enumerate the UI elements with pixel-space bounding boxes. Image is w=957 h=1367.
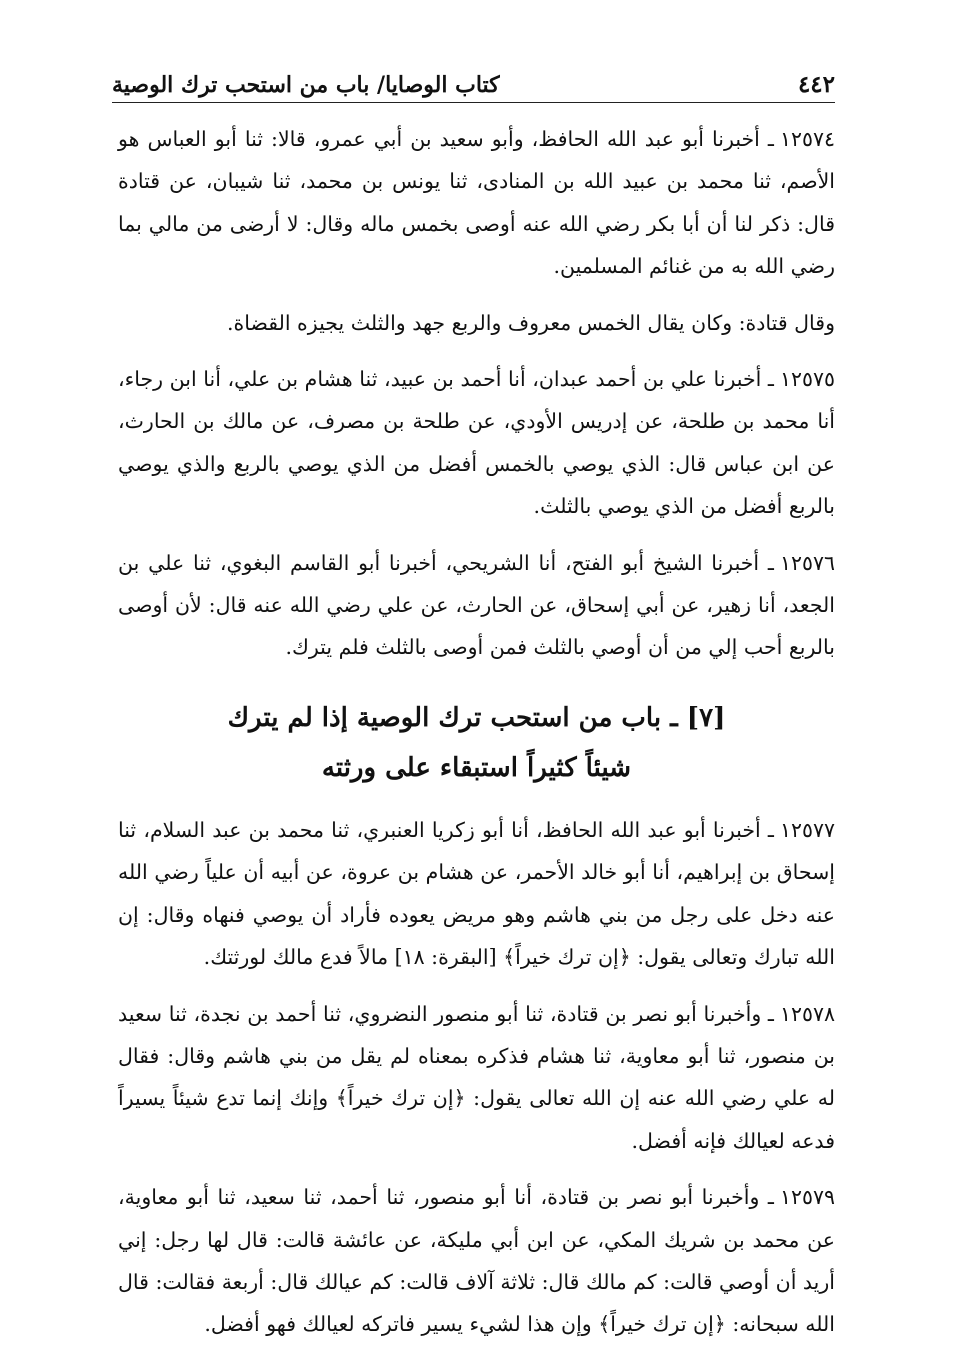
running-title: كتاب الوصايا/ باب من استحب ترك الوصية [112,72,500,98]
hadith-paragraph [118,118,835,288]
hadith-text: ـ وأخبرنا أبو نصر بن قتادة، أنا أبو منصور، ثنا أحمد، ثنا سعيد، ثنا أبو معاوية، عن محمد بن شريك المكي، عن ابن أبي مليكة، عن عائشة قالت: قال لها رجل: إني أريد أن أوصي قالت: كم مالك قال: ثلاثة آلاف قالت: كم عيالك قال: أربعة فقالت: قال الله سبحانه: ﴿إن ترك خيراً﴾ وإن هذا لشيء يسير فاتركه لعيالك فهو أفضل. [118,1185,835,1337]
hadith-number: ١٢٥٧٦ [779,550,835,575]
hadith-text: ـ أخبرنا أبو عبد الله الحافظ، أنا أبو زكريا العنبري، ثنا محمد بن عبد السلام، ثنا إسحاق بن إبراهيم، أنا أبو خالد الأحمر، عن هشام بن عروة، عن أبيه أن علياً رضي الله عنه دخل على رجل من بني هاشم وهو مريض يعوده فأراد أن يوصي فنهاه وقال: إن الله تبارك وتعالى يقول: ﴿إن ترك خيراً﴾ [البقرة: ١٨] مالاً فدع مالك لورثتك. [118,817,835,970]
hadith-paragraph [118,542,835,669]
hadith-paragraph [118,809,835,979]
commentary-paragraph [118,302,835,344]
hadith-paragraph [118,358,835,528]
hadith-number: ١٢٥٧٨ [779,1001,835,1026]
hadith-paragraph [118,993,835,1163]
page-body [118,118,835,1360]
hadith-number: ١٢٥٧٧ [779,817,835,842]
hadith-text: ـ أخبرنا الشيخ أبو الفتح، أنا الشريحي، أخبرنا أبو القاسم البغوي، ثنا علي بن الجعد، أنا زهير، عن أبي إسحاق، عن الحارث، عن علي رضي الله عنه قال: لأن أوصى بالربع أحب إلي من أن أوصي بالثلث فمن أوصى بالثلث فلم يترك. [118,550,835,660]
commentary-text: وقال قتادة: وكان يقال الخمس معروف والربع جهد والثلث يجيزه القضاة. [226,310,835,335]
hadith-text: ـ وأخبرنا أبو نصر بن قتادة، ثنا أبو منصور النضروي، ثنا أحمد بن نجدة، ثنا سعيد بن منصور، ثنا أبو معاوية، ثنا هشام فذكره بمعناه لم يقل من بني هاشم وقال: فقال له علي رضي الله عنه إن الله تعالى يقول: ﴿إن ترك خيراً﴾ وإنك إنما تدع شيئاً يسيراً فدعه لعيالك فإنه أفضل. [118,1001,835,1153]
chapter-heading-line-2: شيئاً كثيراً استبقاء على ورثته [321,752,632,783]
chapter-heading [118,693,835,793]
hadith-number: ١٢٥٧٥ [779,367,835,392]
page-number: ٤٤٢ [797,71,835,98]
hadith-text: ـ أخبرنا أبو عبد الله الحافظ، وأبو سعيد بن أبي عمرو، قالا: ثنا أبو العباس هو الأصم، ثنا محمد بن عبيد الله بن المنادى، ثنا يونس بن محمد، ثنا شيبان، عن قتادة قال: ذكر لنا أن أبا بكر رضي الله عنه أوصى بخمس ماله وقال: لا أرضى من مالي بما رضي الله به من غنائم المسلمين. [118,127,835,279]
hadith-text: ـ أخبرنا علي بن أحمد عبدان، أنا أحمد بن عبيد، ثنا هشام بن علي، أنا ابن رجاء، أنا محمد بن طلحة، عن إدريس الأودي، عن طلحة بن مصرف، عن مالك بن الحارث، عن ابن عباس قال: الذي يوصي بالخمس أفضل من الذي يوصي بالربع والذي يوصي بالربع أفضل من الذي يوصي بالثلث. [118,367,835,519]
hadith-number: ١٢٥٧٩ [779,1185,835,1210]
hadith-number: ١٢٥٧٤ [779,127,835,151]
chapter-heading-line-1: [٧] ـ باب من استحب ترك الوصية إذا لم يترك [227,702,726,733]
page-header [112,62,835,103]
hadith-paragraph [118,1176,835,1346]
